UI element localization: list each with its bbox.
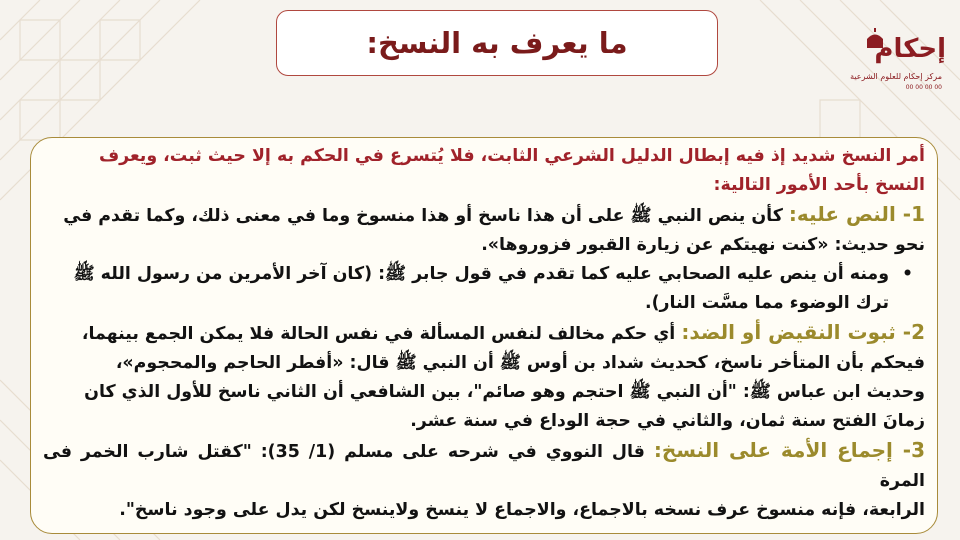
item-2 bbox=[43, 318, 925, 349]
bullet-item bbox=[43, 260, 925, 289]
page-title: ما يعرف به النسخ: bbox=[366, 26, 628, 60]
item-3 bbox=[43, 436, 925, 496]
item-2-text: زمانَ الفتح سنة ثمان، والثاني في حجة الوداع في سنة عشر. bbox=[410, 411, 925, 431]
bullet-dot-icon: • bbox=[902, 264, 913, 284]
bullet-text: ومنه أن ينص عليه الصحابي عليه كما تقدم في قول جابر ﷺ: (كان آخر الأمرين من رسول الله ﷺ bbox=[73, 264, 889, 284]
item-3-label: 3- إجماع الأمة على النسخ: bbox=[653, 438, 925, 462]
item-1-text: نحو حديث: «كنت نهيتكم عن زيارة القبور فزوروها». bbox=[481, 235, 925, 255]
item-3-text: قال النووي في شرحه على مسلم (1/ 35): "كقتل شارب الخمر فى المرة bbox=[43, 442, 925, 491]
item-2-text: أي حكم مخالف لنفس المسألة في نفس الحالة فلا يمكن الجمع بينهما، bbox=[81, 324, 676, 344]
item-2-text: وحديث ابن عباس ﷺ: "أن النبي ﷺ احتجم وهو صائم"، بين الشافعي أن الثاني ناسخ للأول الذي كان bbox=[84, 382, 925, 402]
bullet-text: ترك الوضوء مما مسَّت النار). bbox=[644, 293, 889, 313]
item-1-label: 1- النص عليه: bbox=[788, 202, 925, 226]
item-2-text: فيحكم بأن المتأخر ناسخ، كحديث شداد بن أوس ﷺ أن النبي ﷺ قال: «أفطر الحاجم والمحجوم»، bbox=[115, 353, 925, 373]
intro-line: أمر النسخ شديد إذ فيه إبطال الدليل الشرعي الثابت، فلا يُتسرع في الحكم به إلا حيث ثبت، ويعرف bbox=[98, 146, 925, 166]
logo-subtitle: مركز إحكام للعلوم الشرعية bbox=[850, 72, 942, 81]
intro-line: النسخ بأحد الأمور التالية: bbox=[713, 175, 925, 195]
item-2-label: 2- ثبوت النقيض أو الضد: bbox=[681, 320, 925, 344]
content-box bbox=[30, 137, 938, 534]
item-1 bbox=[43, 200, 925, 231]
title-box bbox=[276, 10, 718, 76]
logo bbox=[842, 28, 950, 96]
logo-name: إحكام bbox=[874, 34, 946, 64]
item-3-text: الرابعة، فإنه منسوخ عرف نسخه بالاجماع، والاجماع لا ينسخ ولاينسخ لكن يدل على وجود ناسخ". bbox=[119, 500, 925, 520]
item-1-text: كأن ينص النبي ﷺ على أن هذا ناسخ أو هذا منسوخ وما في معنى ذلك، وكما تقدم في bbox=[63, 206, 783, 226]
logo-small-text: 00 00 00 00 bbox=[905, 84, 942, 91]
